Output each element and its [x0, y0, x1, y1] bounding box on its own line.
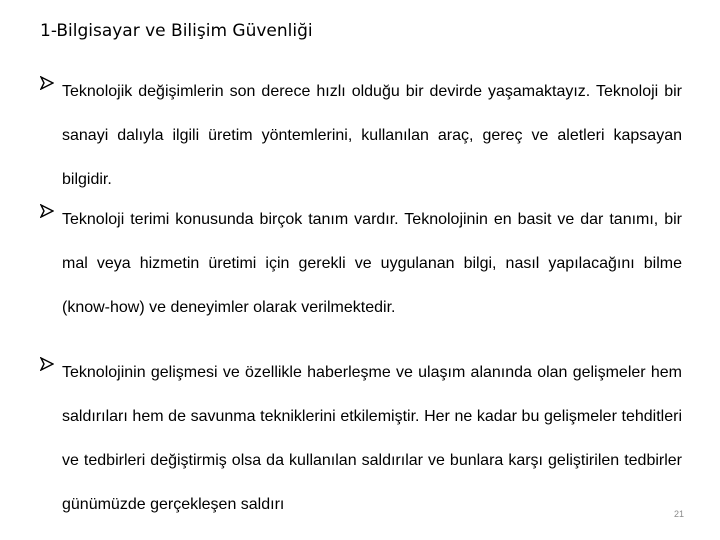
- bullet-item: [40, 70, 682, 202]
- bullet-text: Teknolojinin gelişmesi ve özellikle haberleşme ve ulaşım alanında olan gelişmeler hem saldırıları hem de savunma tekniklerini etkilemiştir. Her ne kadar bu gelişmeler tehditleri ve tedbirleri değiştirmiş olsa da kullanılan saldırılar ve bunlara karşı geliştirilen tedbirler günümüzde gerçekleşen saldırı: [62, 364, 682, 513]
- arrowhead-bullet-icon: [40, 198, 54, 234]
- bullet-text: Teknoloji terimi konusunda birçok tanım vardır. Teknolojinin en basit ve dar tanımı, bir mal veya hizmetin üretimi için gerekli ve uygulanan bilgi, nasıl yapılacağını bilme (know-how) ve deneyimler olarak verilmektedir.: [62, 211, 682, 316]
- bullet-item: [40, 198, 682, 330]
- arrowhead-bullet-icon: [40, 351, 54, 387]
- bullet-text: Teknolojik değişimlerin son derece hızlı olduğu bir devirde yaşamaktayız. Teknoloji bir sanayi dalıyla ilgili üretim yöntemlerini, kullanılan araç, gereç ve aletleri kapsayan bilgidir.: [62, 83, 682, 188]
- bullet-item: [40, 351, 682, 527]
- slide-title: 1-Bilgisayar ve Bilişim Güvenliği: [40, 21, 313, 41]
- page-number: 21: [673, 509, 684, 519]
- arrowhead-bullet-icon: [40, 70, 54, 106]
